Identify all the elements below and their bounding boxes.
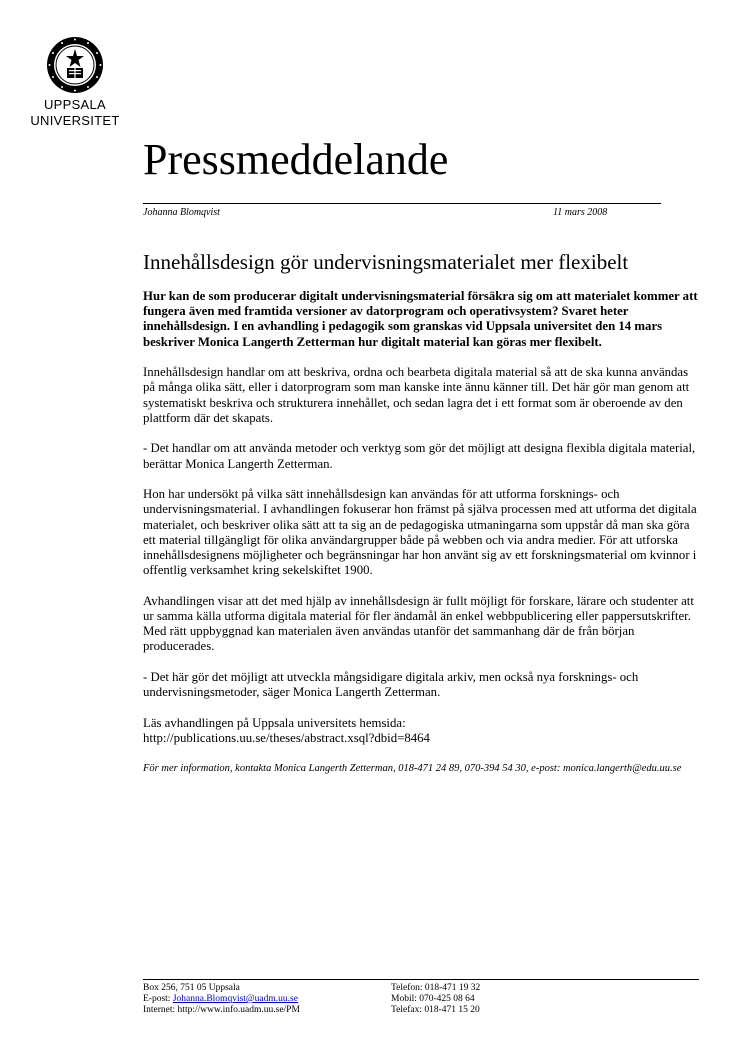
footer-email-link[interactable]: Johanna.Blomqvist@uadm.uu.se <box>172 994 298 1004</box>
article-body <box>143 289 703 791</box>
footer-internet[interactable]: Internet: http://www.info.uadm.uu.se/PM <box>143 1005 300 1015</box>
footer-email-line <box>143 994 383 1005</box>
document-meta <box>143 207 623 219</box>
university-name <box>0 97 150 129</box>
university-name-line2: UNIVERSITET <box>30 113 120 128</box>
body-paragraph: Avhandlingen visar att det med hjälp av innehållsdesign är fullt möjligt för forskare, lärare och studenter att ur samma källa utforma digitala material för fler ändamål än enkel webbpublicering eller pappersutskrifter. Med rätt uppbyggnad kan materialen även användas utanför det sammanhang där de från början producerades. <box>143 593 694 654</box>
body-paragraph: Innehållsdesign handlar om att beskriva, ordna och bearbeta digitala material så att de ska kunna användas på många olika sätt, eller i datorprogram som man kanske inte ännu känner till. Det här gör man genom att systematiskt beskriva och strukturera innehållet, och sedan lagra det i ett format som är oberoende av den plattform där det skapats. <box>143 365 690 425</box>
body-paragraph: Hon har undersökt på vilka sätt innehållsdesign kan användas för att utforma forsknings- och undervisningsmaterial. I avhandlingen fokuserar hon främst på själva processen med att utforma det digitala materialet, och beskriver olika sätt att ta sig an de pedagogiska utmaningarna som uppstår då man ska göra ett material tillgängligt för olika användargrupper både på webben och via andra medier. För att utforska innehållsdesignens möjligheter och begränsningar har hon använt sig av ett forskningsmaterial om kvinnor i offentlig verksamhet kring sekelskiftet 1900. <box>143 487 697 578</box>
footer-left-column <box>143 983 383 1016</box>
footer-mobile: Mobil: 070-425 08 64 <box>391 994 475 1004</box>
footer-fax: Telefax: 018-471 15 20 <box>391 1005 480 1015</box>
thesis-link[interactable]: http://publications.uu.se/theses/abstract.xsql?dbid=8464 <box>143 731 430 746</box>
contact-info: För mer information, kontakta Monica Langerth Zetterman, 018-471 24 89, 070-394 54 30, e-post: monica.langerth@edu.uu.se <box>143 762 682 774</box>
footer-divider <box>143 979 699 980</box>
footer-phone: Telefon: 018-471 19 32 <box>391 983 481 993</box>
university-seal-icon <box>40 35 110 95</box>
title-divider <box>143 203 661 204</box>
read-more <box>143 716 703 746</box>
headline: Innehållsdesign gör undervisningsmaterialet mer flexibelt <box>143 250 629 274</box>
document-title: Pressmeddelande <box>143 135 449 184</box>
date: 11 mars 2008 <box>553 207 608 218</box>
footer-email-label: E-post: <box>143 994 173 1004</box>
author: Johanna Blomqvist <box>143 207 220 218</box>
footer-address: Box 256, 751 05 Uppsala <box>143 983 240 993</box>
body-paragraph: - Det handlar om att använda metoder och verktyg som gör det möjligt att designa flexibla digitala material, berättar Monica Langerth Zetterman. <box>143 441 696 471</box>
lead-paragraph: Hur kan de som producerar digitalt undervisningsmaterial försäkra sig om att materialet kommer att fungera även med framtida versioner av datorprogram och operativsystem? Svaret heter innehållsdesign. I en avhandling i pedagogik som granskas vid Uppsala universitet den 14 mars beskriver Monica Langerth Zetterman hur digitalt material kan göras mer flexibelt. <box>143 289 698 349</box>
body-paragraph: - Det här gör det möjligt att utveckla mångsidigare digitala arkiv, men också nya forsknings- och undervisningsmetoder, säger Monica Langerth Zetterman. <box>143 670 639 700</box>
footer-right-column <box>391 983 591 1016</box>
university-name-line1: UPPSALA <box>43 97 107 112</box>
read-more-text: Läs avhandlingen på Uppsala universitets hemsida: <box>143 715 406 730</box>
